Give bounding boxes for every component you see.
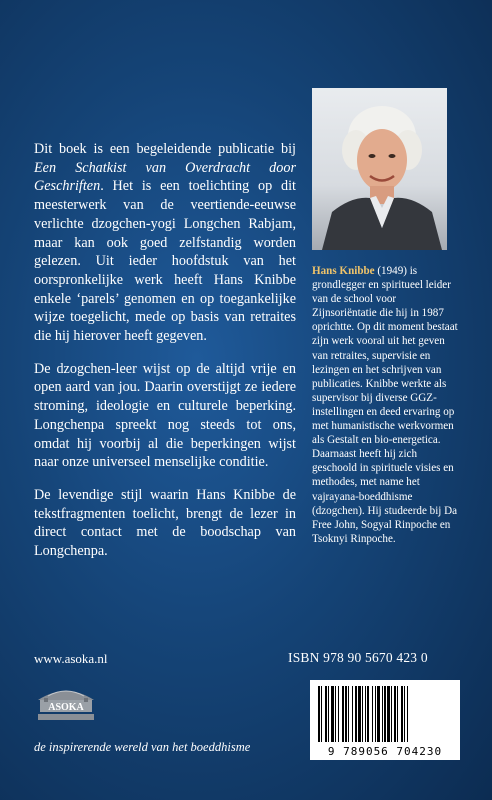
author-photo: [312, 88, 447, 250]
asoka-logo-text: ASOKA: [48, 702, 84, 713]
author-portrait-illustration: [312, 88, 447, 250]
author-bio: [312, 264, 458, 546]
description-paragraph-3: De levendige stijl waarin Hans Knibbe de tekstfragmenten toelicht, brengt de lezer in direct contact met de boodschap van Longchenpa.: [34, 486, 296, 560]
isbn-number: ISBN 978 90 5670 423 0: [288, 650, 428, 665]
author-bio-text: (1949) is grondlegger en spiritueel leider van de school voor Zijnsoriëntatie die hij in 1987 oprichtte. Op dit moment bestaat zijn werk vooral uit het geven van retraites, supervisie en lezingen en het schrijven van publicaties. Knibbe werkte als supervisor bij diverse GGZ-instellingen en deed ervaring op met humanistische werkvormen als Gestalt en bio-energetica. Daarnaast heeft hij zich geschoold in spirituele visies en methodes, met name het vajrayana-boeddhisme (dzogchen). Hij studeerde bij Da Free John, Sogyal Rinpoche en Tsoknyi Rinpoche.: [312, 265, 458, 545]
barcode-digits: 9 789056 704230: [327, 745, 443, 758]
book-title-reference: Een Schatkist van Overdracht door Geschriften: [34, 159, 296, 195]
description-paragraph-2: De dzogchen-leer wijst op de altijd vrije en open aard van jou. Daarin overstijgt ze iedere stroming, ideologie en culturele beperking. Longchenpa spreekt nog steeds tot ons, omdat hij voorbij al die beperkingen wijst naar onze universeel menselijke conditie.: [34, 360, 296, 471]
description-text: [34, 140, 296, 575]
asoka-logo: [34, 680, 98, 724]
description-paragraph-1: Dit boek is een begeleidende publicatie bij Een Schatkist van Overdracht door Geschriften. Het is een toelichting op dit meesterwerk van de veertiende-eeuwse verlichte dzogchen-yogi Longchen Rabjam, maar kan ook goed zelfstandig worden gelezen. Uit ieder hoofdstuk van het oorspronkelijke werk heeft Hans Knibbe enkele ‘parels’ genomen en op toegankelijke wijze toegelicht, mede op basis van retraites die hij hierover heeft gegeven.: [34, 141, 296, 345]
barcode: [310, 680, 460, 760]
publisher-url[interactable]: www.asoka.nl: [34, 651, 108, 666]
author-name: Hans Knibbe: [312, 265, 375, 277]
publisher-tagline: de inspirerende wereld van het boeddhisme: [34, 740, 251, 754]
